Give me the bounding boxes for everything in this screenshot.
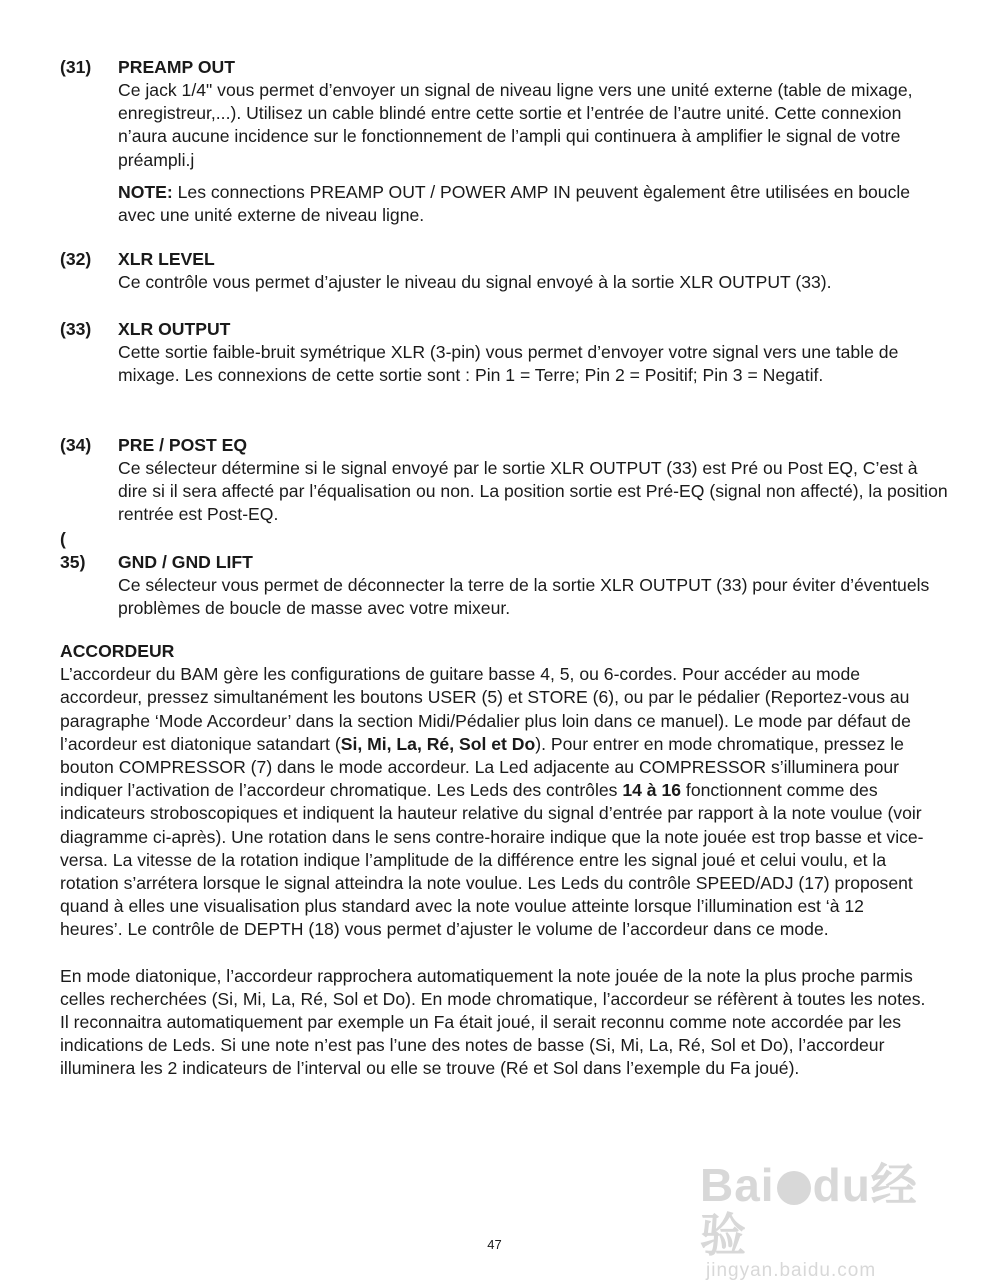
- section-text: Cette sortie faible-bruit symétrique XLR (3-pin) vous permet d’envoyer votre signal vers une table de mixage. Les connexions de cette sortie sont : Pin 1 = Terre; Pin 2 = Positif; Pin 3 = Negatif.: [118, 342, 899, 386]
- accordeur-section: [60, 640, 930, 1081]
- section-title: PREAMP OUT: [118, 57, 235, 77]
- section-text: Ce contrôle vous permet d’ajuster le niveau du signal envoyé à la sortie XLR OUTPUT (33).: [118, 272, 832, 292]
- section-title: XLR OUTPUT: [118, 319, 231, 339]
- section-number-open: (: [60, 529, 66, 549]
- watermark-brand-c: 经验: [700, 1159, 918, 1261]
- section-number: (34): [60, 435, 92, 455]
- section-note: [118, 181, 948, 227]
- paw-icon: [777, 1171, 811, 1205]
- paragraph-text: fonctionnent comme des indicateurs stroboscopiques et indiquent la hauteur relative du signal d’entrée par rapport à la note voulue (voir diagramme ci-après). Une rotation dans le sens contre-horaire indique que la note jouée est trop basse et vice-versa. La vitesse de la rotation indique l’amplitude de la différence entre les signal joué et celui voulu, et la rotation s’arrétera lorsque le signal atteindra la note voulue. Les Leds du contrôle SPEED/ADJ (17) proposent quand à elles une visualisation plus standard avec la note voulue atteinte lorsque l’illumination est ‘à 12 heures’. Le contrôle de DEPTH (18) vous permet d’ajuster le volume de l’accordeur dans ce mode.: [60, 780, 924, 940]
- watermark-url: jingyan.baidu.com: [706, 1260, 877, 1281]
- section-text: Ce sélecteur détermine si le signal envoyé par le sortie XLR OUTPUT (33) est Pré ou Post EQ, C’est à dire si il sera affecté par l’équalisation ou non. La position sortie est Pré-EQ (signal non affecté), la position rentrée est Post-EQ.: [118, 458, 948, 525]
- section-title: PRE / POST EQ: [118, 435, 248, 455]
- baidu-watermark: [700, 1159, 940, 1281]
- section-body: [118, 341, 948, 387]
- accordeur-paragraph-1: [60, 663, 930, 941]
- section-title: XLR LEVEL: [118, 249, 215, 269]
- section-number: (32): [60, 249, 92, 269]
- note-text: Les connections PREAMP OUT / POWER AMP IN peuvent ègalement être utilisées en boucle avec une unité externe de niveau ligne.: [118, 181, 911, 226]
- accordeur-heading: ACCORDEUR: [60, 641, 175, 661]
- section-number: (33): [60, 319, 92, 339]
- bold-notes: Si, Mi, La, Ré, Sol et Do: [340, 733, 536, 754]
- watermark-brand-b: du: [812, 1159, 871, 1211]
- section-text: Ce sélecteur vous permet de déconnecter la terre de la sortie XLR OUTPUT (33) pour éviter d’éventuels problèmes de boucle de masse avec votre mixeur.: [118, 575, 930, 619]
- paragraph-text: L’accordeur du BAM gère les configurations de guitare basse 4, 5, ou 6-cordes. Pour accéder au mode accordeur, pressez simultanément les boutons USER (5) et STORE (6), ou par le pédalier (Reportez-vous au paragraphe ‘Mode Accordeur’ dans la section Midi/Pédalier plus loin dans ce manuel). Le mode par défaut de l’acordeur est diatonique satandart (: [60, 664, 911, 754]
- section-number: (31): [60, 57, 92, 77]
- section-text: Ce jack 1/4" vous permet d’envoyer un signal de niveau ligne vers une unité externe (table de mixage, enregistreur,...). Utilisez un cable blindé entre cette sortie et l’entrée de l’autre unité. Cette connexion n’aura aucune incidence sur le fonctionnement de l’ampli qui continuera à amplifier le signal de votre préampli.j: [118, 80, 913, 170]
- section-title: GND / GND LIFT: [118, 552, 253, 572]
- section-body: [118, 79, 948, 227]
- paragraph-text: ). Pour entrer en mode chromatique, pressez le bouton COMPRESSOR (7) dans le mode accordeur. La Led adjacente au COMPRESSOR s’illuminera pour indiquer l’activation de l’accordeur chromatique. Les Leds des contrôles: [60, 733, 904, 801]
- page-number: 47: [487, 1237, 502, 1252]
- watermark-brand-a: Bai: [700, 1159, 775, 1211]
- section-body: [118, 271, 948, 294]
- section-number-close: 35): [60, 552, 86, 572]
- note-label: NOTE:: [118, 181, 173, 202]
- bold-controls: 14 à 16: [622, 780, 682, 801]
- accordeur-paragraph-2: En mode diatonique, l’accordeur rapprochera automatiquement la note jouée de la note la plus proche parmis celles recherchées (Si, Mi, La, Ré, Sol et Do). En mode chromatique, l’accordeur se réfèrent à toutes les notes. Il reconnaitra automatiquement par exemple un Fa était joué, il serait reconnu comme note accordée par les indications de Leds. Si une note n’est pas l’une des notes de basse (Si, Mi, La, Ré, Sol et Do), l’accordeur illuminera les 2 indicateurs de l’interval ou elle se trouve (Ré et Sol dans l’exemple du Fa joué).: [60, 965, 926, 1079]
- section-body: [118, 457, 948, 527]
- section-body: [118, 574, 948, 620]
